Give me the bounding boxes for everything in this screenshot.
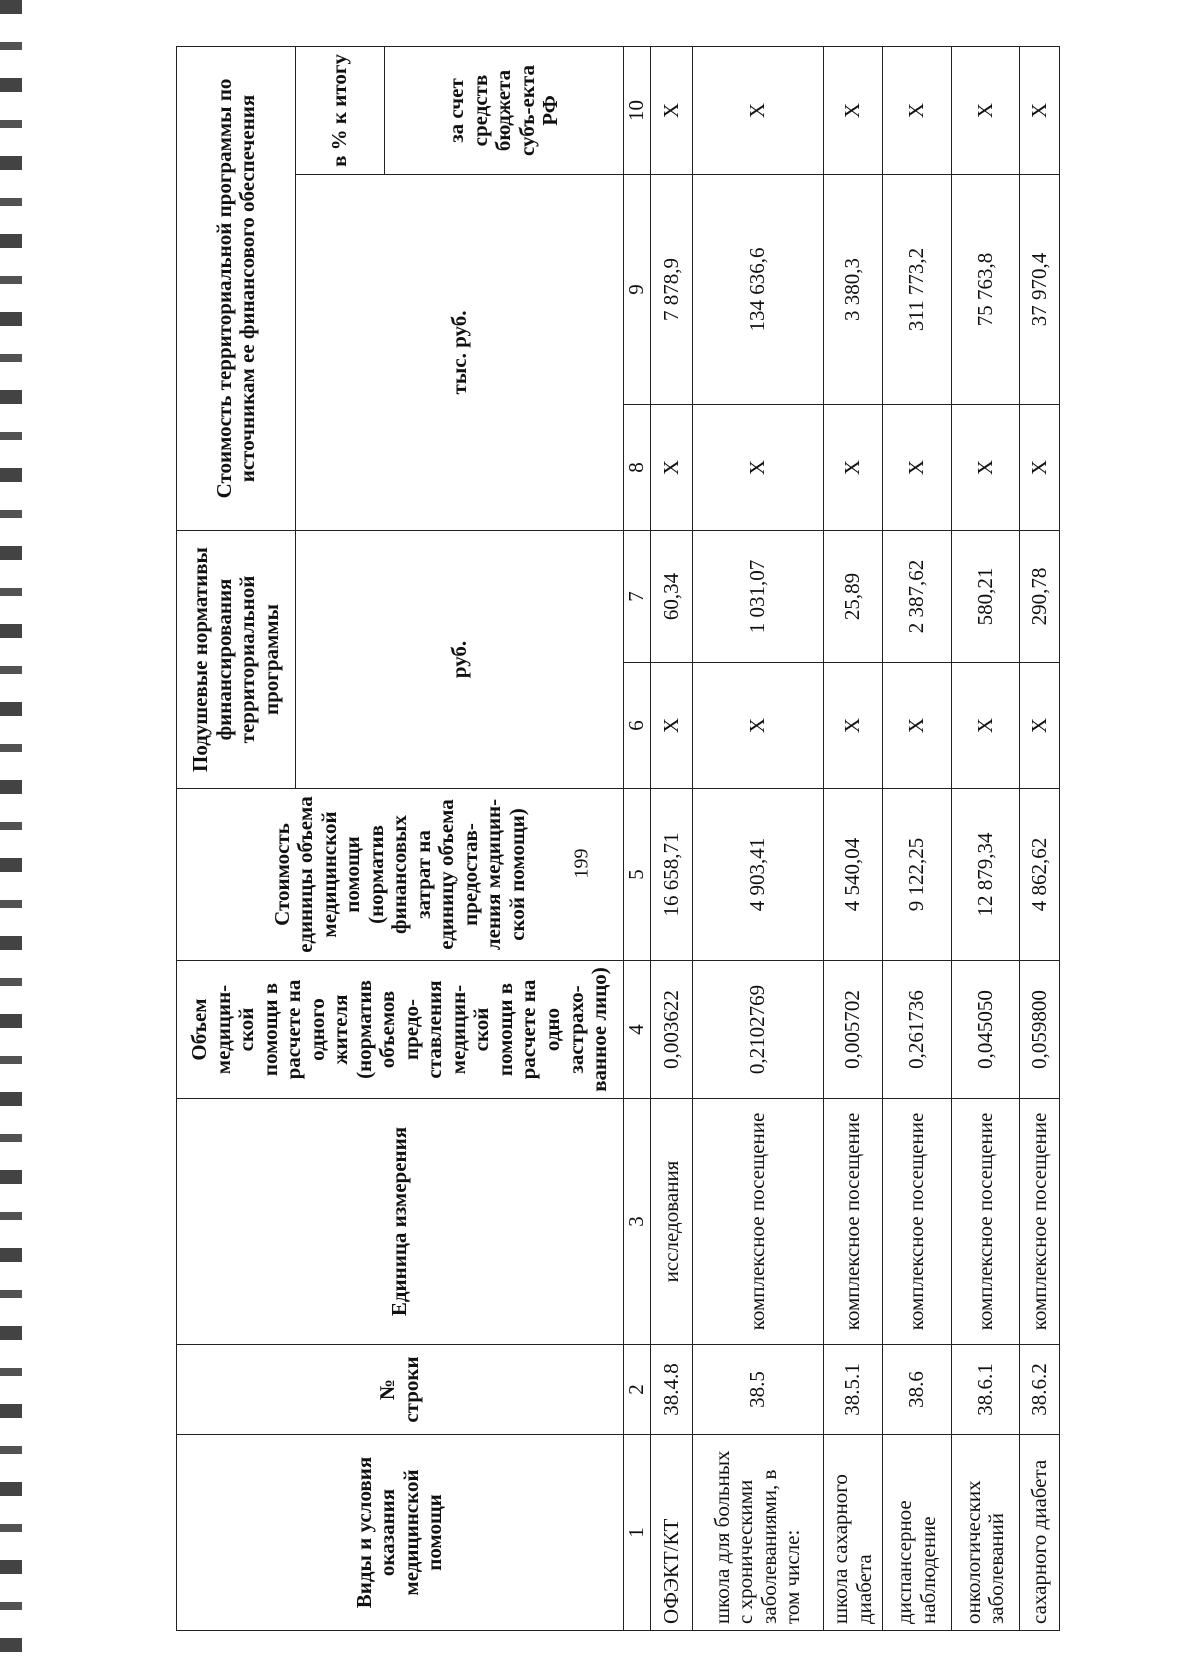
program-budget-cell: X [1020,405,1060,531]
header-unit-thousand-rub: тыс. руб. [296,175,623,531]
scan-binding-edge [0,0,22,1661]
per-capita-oms-cell: 580,21 [951,531,1019,663]
volume-cell: 0,045050 [951,961,1019,1099]
percent-cell: X [951,46,1019,174]
program-oms-cell: 75 763,8 [951,175,1019,405]
table-body [651,46,1060,1630]
per-capita-budget-cell: X [823,663,883,789]
per-capita-budget-cell: X [693,663,823,789]
line-number-cell: 38.6 [883,1345,951,1435]
medical-care-cost-table [176,46,1060,1631]
program-budget-cell: X [883,405,951,531]
table-row [693,46,823,1630]
care-type-cell: школа сахарного диабета [823,1435,883,1631]
per-capita-oms-cell: 290,78 [1020,531,1060,663]
per-capita-oms-cell: 1 031,07 [693,531,823,663]
program-budget-cell: X [693,405,823,531]
page-number: 199 [570,848,593,879]
volume-cell: 0,005702 [823,961,883,1099]
table-row [823,46,883,1630]
line-number-cell: 38.5 [693,1345,823,1435]
care-type-cell: онкологических заболеваний [951,1435,1019,1631]
unit-cell: исследования [651,1099,693,1345]
column-number: 2 [623,1345,651,1435]
per-capita-oms-cell: 25,89 [823,531,883,663]
header-program-cost-group: Стоимость территориальной программы по источникам ее финансового обеспечения [177,46,296,530]
percent-cell: X [693,46,823,174]
unit-cell: комплексное посещение [1020,1099,1060,1345]
program-budget-cell: X [651,405,693,531]
unit-cost-cell: 12 879,34 [951,789,1019,961]
unit-cell: комплексное посещение [951,1099,1019,1345]
care-type-cell: ОФЭКТ/КТ [651,1435,693,1631]
unit-cost-cell: 4 903,41 [693,789,823,961]
header-unit: Единица измерения [177,1099,624,1345]
header-line-number: № строки [177,1345,624,1435]
column-number: 9 [623,175,651,405]
line-number-cell: 38.6.2 [1020,1345,1060,1435]
header-type-of-care: Виды и условия оказания медицинской помощи [177,1435,624,1631]
per-capita-oms-cell: 2 387,62 [883,531,951,663]
volume-cell: 0,2102769 [693,961,823,1099]
column-number: 10 [623,46,651,174]
unit-cost-cell: 16 658,71 [651,789,693,961]
column-number: 4 [623,961,651,1099]
header-unit-rub: руб. [296,531,623,789]
percent-cell: X [883,46,951,174]
program-oms-cell: 311 773,2 [883,175,951,405]
volume-cell: 0,003622 [651,961,693,1099]
program-budget-cell: X [951,405,1019,531]
header-budget-per-capita: за счет средств бюджета субъ-екта РФ [384,46,623,174]
volume-cell: 0,059800 [1020,961,1060,1099]
unit-cell: комплексное посещение [693,1099,823,1345]
header-percent-of-total: в % к итогу [296,46,385,174]
unit-cost-cell: 9 122,25 [883,789,951,961]
care-type-cell: диспансерное наблюдение [883,1435,951,1631]
per-capita-budget-cell: X [883,663,951,789]
per-capita-budget-cell: X [1020,663,1060,789]
medical-care-table-container [176,47,1060,1631]
header-per-capita-group: Подушевые нормативы финансирования территориальной программы [177,531,296,789]
line-number-cell: 38.6.1 [951,1345,1019,1435]
column-number: 5 [623,789,651,961]
column-number: 1 [623,1435,651,1631]
unit-cell: комплексное посещение [883,1099,951,1345]
percent-cell: X [651,46,693,174]
column-number: 3 [623,1099,651,1345]
program-oms-cell: 7 878,9 [651,175,693,405]
program-oms-cell: 3 380,3 [823,175,883,405]
percent-cell: X [823,46,883,174]
program-oms-cell: 134 636,6 [693,175,823,405]
table-row [1020,46,1060,1630]
percent-cell: X [1020,46,1060,174]
header-volume: Объем медицин-ской помощи в расчете на одного жителя (норматив объемов предо-ставления медицин-ской помощи в расчете на одно застрахо-ванное лицо) [177,961,624,1099]
table-row [651,46,693,1630]
program-oms-cell: 37 970,4 [1020,175,1060,405]
program-budget-cell: X [823,405,883,531]
per-capita-budget-cell: X [951,663,1019,789]
line-number-cell: 38.4.8 [651,1345,693,1435]
column-number: 6 [623,663,651,789]
line-number-cell: 38.5.1 [823,1345,883,1435]
care-type-cell: школа для больных с хроническими заболеваниями, в том числе: [693,1435,823,1631]
header-unit-cost: Стоимость единицы объема медицинской помощи (норматив финансовых затрат на единицу объема предостав-ления медицин-ской помощи) [177,789,624,961]
per-capita-oms-cell: 60,34 [651,531,693,663]
column-number: 8 [623,405,651,531]
unit-cost-cell: 4 540,04 [823,789,883,961]
care-type-cell: сахарного диабета [1020,1435,1060,1631]
per-capita-budget-cell: X [651,663,693,789]
unit-cell: комплексное посещение [823,1099,883,1345]
table-row [951,46,1019,1630]
column-number: 7 [623,531,651,663]
table-row [883,46,951,1630]
volume-cell: 0,261736 [883,961,951,1099]
unit-cost-cell: 4 862,62 [1020,789,1060,961]
